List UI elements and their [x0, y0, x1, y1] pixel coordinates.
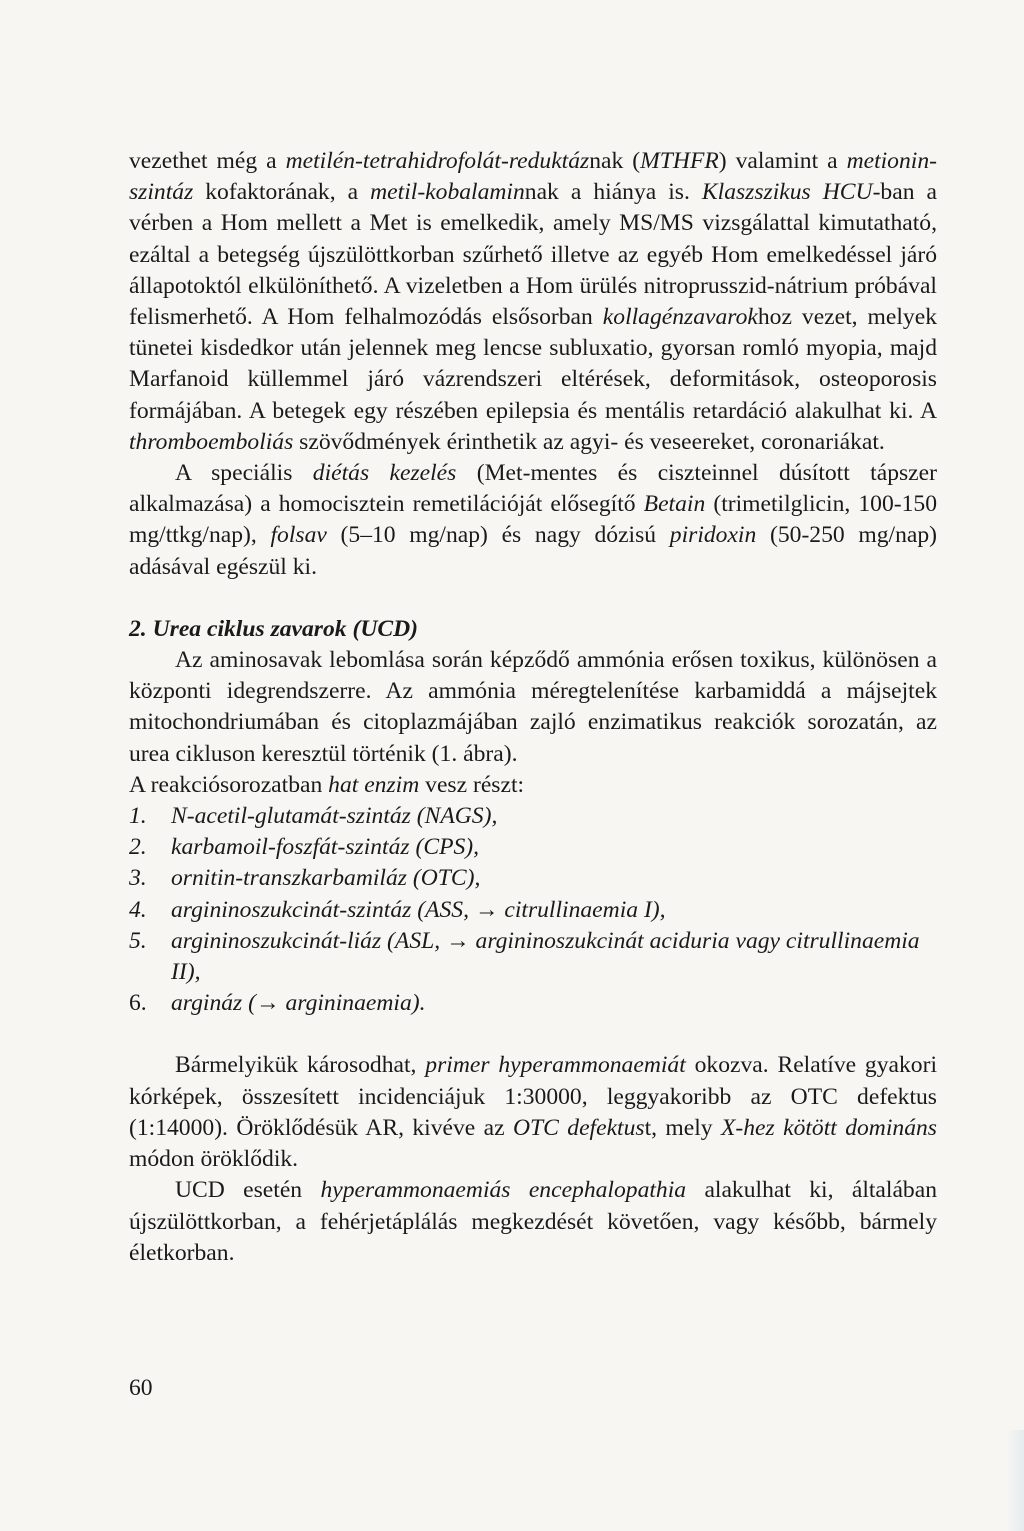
enzyme-list [129, 801, 937, 1019]
paragraph-ammonia: Az aminosavak lebomlása során képződő ammónia erősen toxikus, különösen a központi idegrendszerre. Az ammónia méregtelenítése karbamiddá a májsejtek mitochondriumában és citoplazmájában zajló enzimatikus reakciók sorozatán, az urea cikluson keresztül történik (1. ábra). [129, 647, 937, 767]
section-heading: 2. Urea ciklus zavarok (UCD) [129, 615, 419, 642]
page-edge-shadow [1006, 1430, 1024, 1531]
list-item: 5. argininoszukcinát-liáz (ASL, → argininoszukcinát aciduria vagy citrullinaemia II), [129, 927, 920, 986]
list-item: 2. karbamoil-foszfát-szintáz (CPS), [129, 834, 480, 861]
list-item: 4. argininoszukcinát-szintáz (ASS, → citrullinaemia I), [129, 896, 666, 923]
paragraph-diet-treatment: A speciális diétás kezelés (Met-mentes és ciszteinnel dúsított tápszer alkalmazása) a homocisztein remetilációját elősegítő Betain (trimetilglicin, 100-150 mg/ttkg/nap), folsav (5–10 mg/nap) és nagy dózisú piridoxin (50-250 mg/nap) adásával egészül ki. [129, 460, 938, 580]
paragraph-enzymes-intro: A reakciósorozatban hat enzim vesz részt: [129, 771, 525, 798]
paragraph-encephalopathia: UCD esetén hyperammonaemiás encephalopathia alakulhat ki, általában újszülöttkorban, a fehérjetáplálás megkezdését követően, vagy később, bármely életkorban. [129, 1177, 937, 1266]
list-item: 1. N-acetil-glutamát-szintáz (NAGS), [129, 803, 498, 830]
list-item: 3. ornitin-transzkarbamiláz (OTC), [129, 865, 481, 892]
page-content [129, 146, 937, 1269]
paragraph-primary-hyperammonaemia: Bármelyikük károsodhat, primer hyperammonaemiát okozva. Relatíve gyakori kórképek, összesített incidenciájuk 1:30000, leggyakoribb az OTC defektus (1:14000). Öröklődésük AR, kivéve az OTC defektust, mely X-hez kötött domináns módon öröklődik. [129, 1052, 937, 1173]
list-item: 6. argináz (→ argininaemia). [129, 990, 426, 1017]
page-number: 60 [129, 1375, 153, 1401]
paragraph-hcu-continuation: vezethet még a metilén-tetrahidrofolát-reduktáznak (MTHFR) valamint a metionin-szintáz kofaktorának, a metil-kobalaminnak a hiánya is. Klaszszikus HCU-ban a vérben a Hom mellett a Met is emelkedik, amely MS/MS vizsgálattal kimutatható, ezáltal a betegség újszülöttkorban szűrhető illetve az egyéb Hom emelkedéssel járó állapotoktól elkülöníthető. A vizeletben a Hom ürülés nitroprusszid-nátrium próbával felismerhető. A Hom felhalmozódás elsősorban kollagénzavarokhoz vezet, melyek tünetei kisdedkor után jelennek meg lencse subluxatio, gyorsan romló myopia, majd Marfanoid küllemmel járó vázrendszeri eltérések, deformitások, osteoporosis formájában. A betegek egy részében epilepsia és mentális retardáció alakulhat ki. A thromboemboliás szövődmények érinthetik az agyi- és veseereket, coronariákat. [129, 148, 937, 455]
